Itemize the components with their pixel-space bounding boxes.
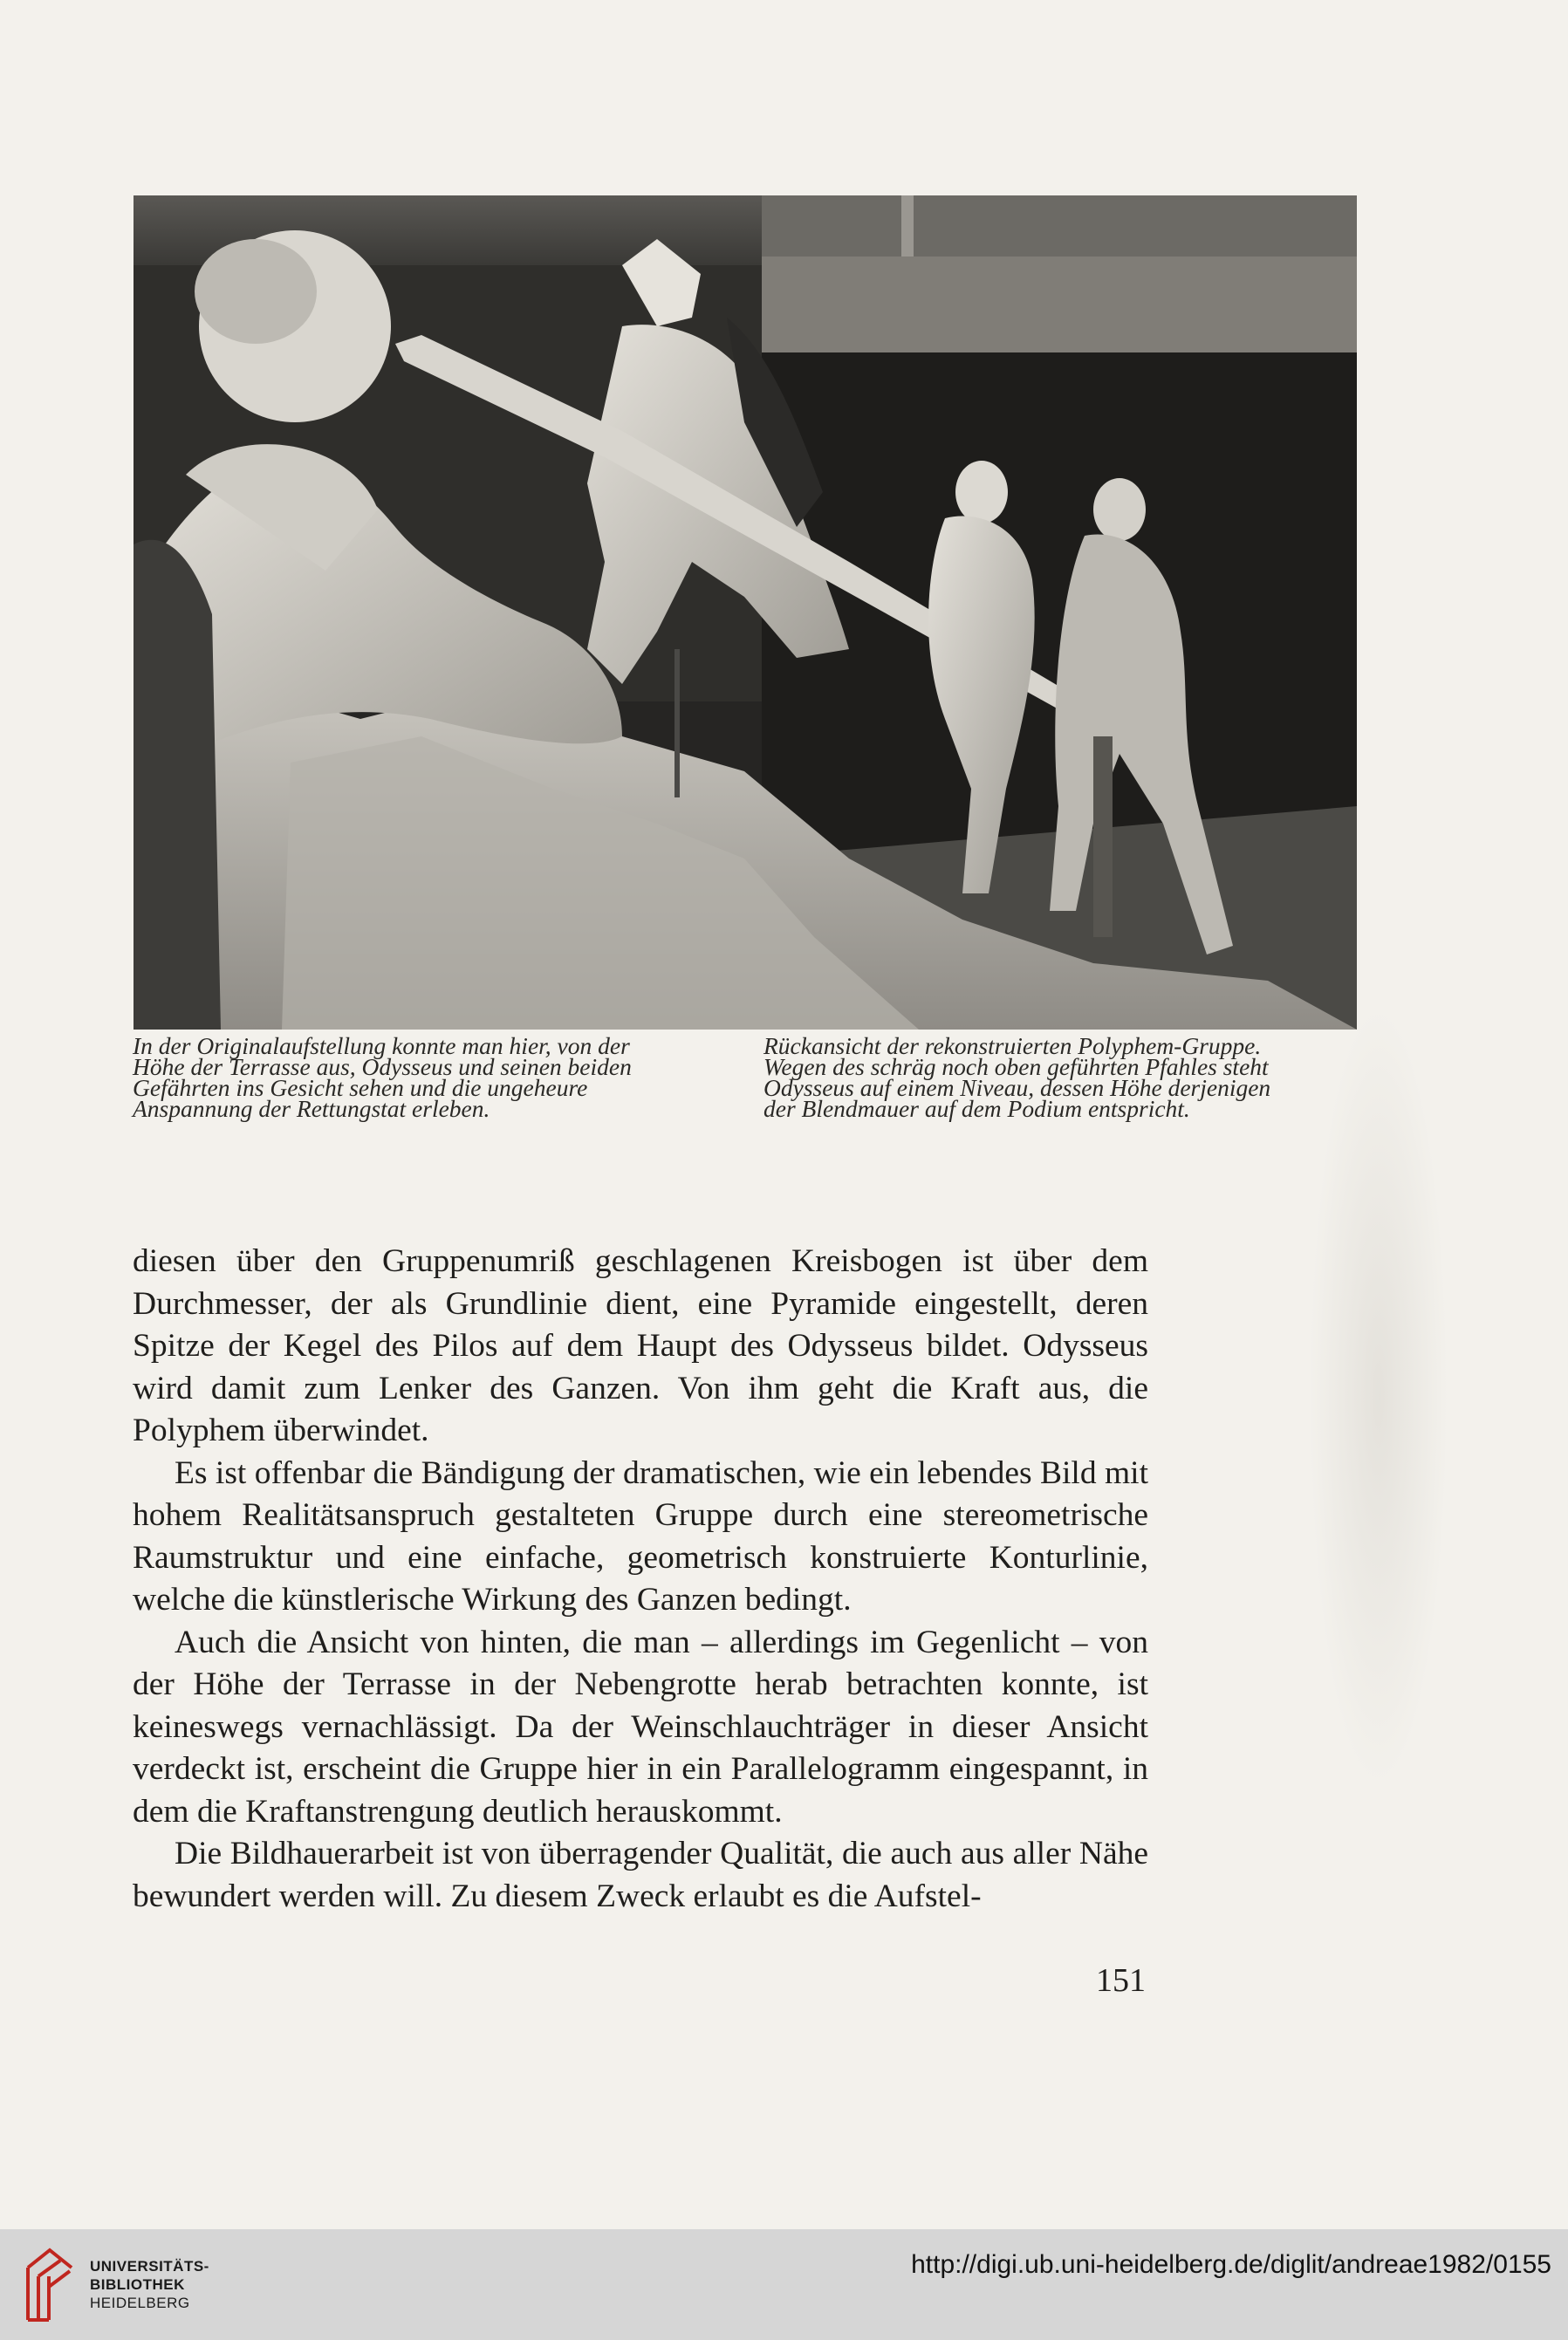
- library-name: [90, 2257, 209, 2312]
- body-paragraph: Auch die Ansicht von hinten, die man – allerdings im Gegenlicht – von der Höhe der Terrasse in der Nebengrotte herab betrachten konnte, ist keineswegs vernachlässigt. Da der Weinschlauchträger in dieser Ansicht verdeckt ist, erscheint die Gruppe hier in ein Parallelogramm eingespannt, in dem die Kraftanstrengung deutlich herauskommt.: [133, 1624, 1148, 1830]
- caption-right-line: Wegen des schräg noch oben geführten Pfahles steht: [763, 1053, 1269, 1080]
- body-text: [133, 1241, 1148, 1918]
- sculpture-photo-icon: [134, 195, 1357, 1030]
- caption-left-line: Höhe der Terrasse aus, Odysseus und seinen beiden: [133, 1053, 632, 1080]
- library-name-line: UNIVERSITÄTS-: [90, 2258, 209, 2275]
- library-footer: [0, 2229, 1568, 2340]
- caption-right-line: Rückansicht der rekonstruierten Polyphem-Gruppe.: [763, 1032, 1262, 1059]
- caption-right-line: Odysseus auf einem Niveau, dessen Höhe derjenigen: [763, 1074, 1271, 1101]
- caption-left-line: In der Originalaufstellung konnte man hier, von der: [133, 1032, 630, 1059]
- caption-left: [133, 1032, 735, 1122]
- body-paragraph: Die Bildhauerarbeit ist von überragender Qualität, die auch aus aller Nähe bewundert werden will. Zu diesem Zweck erlaubt es die Aufstel-: [133, 1836, 1148, 1914]
- page-number: 151: [1096, 1962, 1146, 1999]
- caption-right: [763, 1032, 1366, 1122]
- caption-right-line: der Blendmauer auf dem Podium entspricht.: [763, 1095, 1190, 1122]
- caption-left-line: Anspannung der Rettungstat erleben.: [133, 1095, 490, 1122]
- body-paragraph: Es ist offenbar die Bändigung der dramatischen, wie ein lebendes Bild mit hohem Realitätsanspruch gestalteten Gruppe durch eine stereometrische Raumstruktur und eine einfache, geometrisch konstruierte Konturlinie, welche die künstlerische Wirkung des Ganzen bedingt.: [133, 1454, 1148, 1618]
- body-paragraph: diesen über den Gruppenumriß geschlagenen Kreisbogen ist über dem Durchmesser, der als Grundlinie dient, eine Pyramide eingestellt, deren Spitze der Kegel des Pilos auf dem Haupt des Odysseus bildet. Odysseus wird damit zum Lenker des Ganzen. Von ihm geht die Kraft aus, die Polyphem überwindet.: [133, 1243, 1148, 1448]
- library-name-line: HEIDELBERG: [90, 2295, 190, 2311]
- library-logo-icon[interactable]: [19, 2241, 80, 2329]
- caption-left-line: Gefährten ins Gesicht sehen und die ungeheure: [133, 1074, 588, 1101]
- library-name-line: BIBLIOTHEK: [90, 2276, 185, 2293]
- source-url-link[interactable]: http://digi.ub.uni-heidelberg.de/diglit/andreae1982/0155: [911, 2250, 1551, 2279]
- sculpture-photo: [134, 195, 1357, 1030]
- scan-shadow: [1309, 1003, 1448, 1789]
